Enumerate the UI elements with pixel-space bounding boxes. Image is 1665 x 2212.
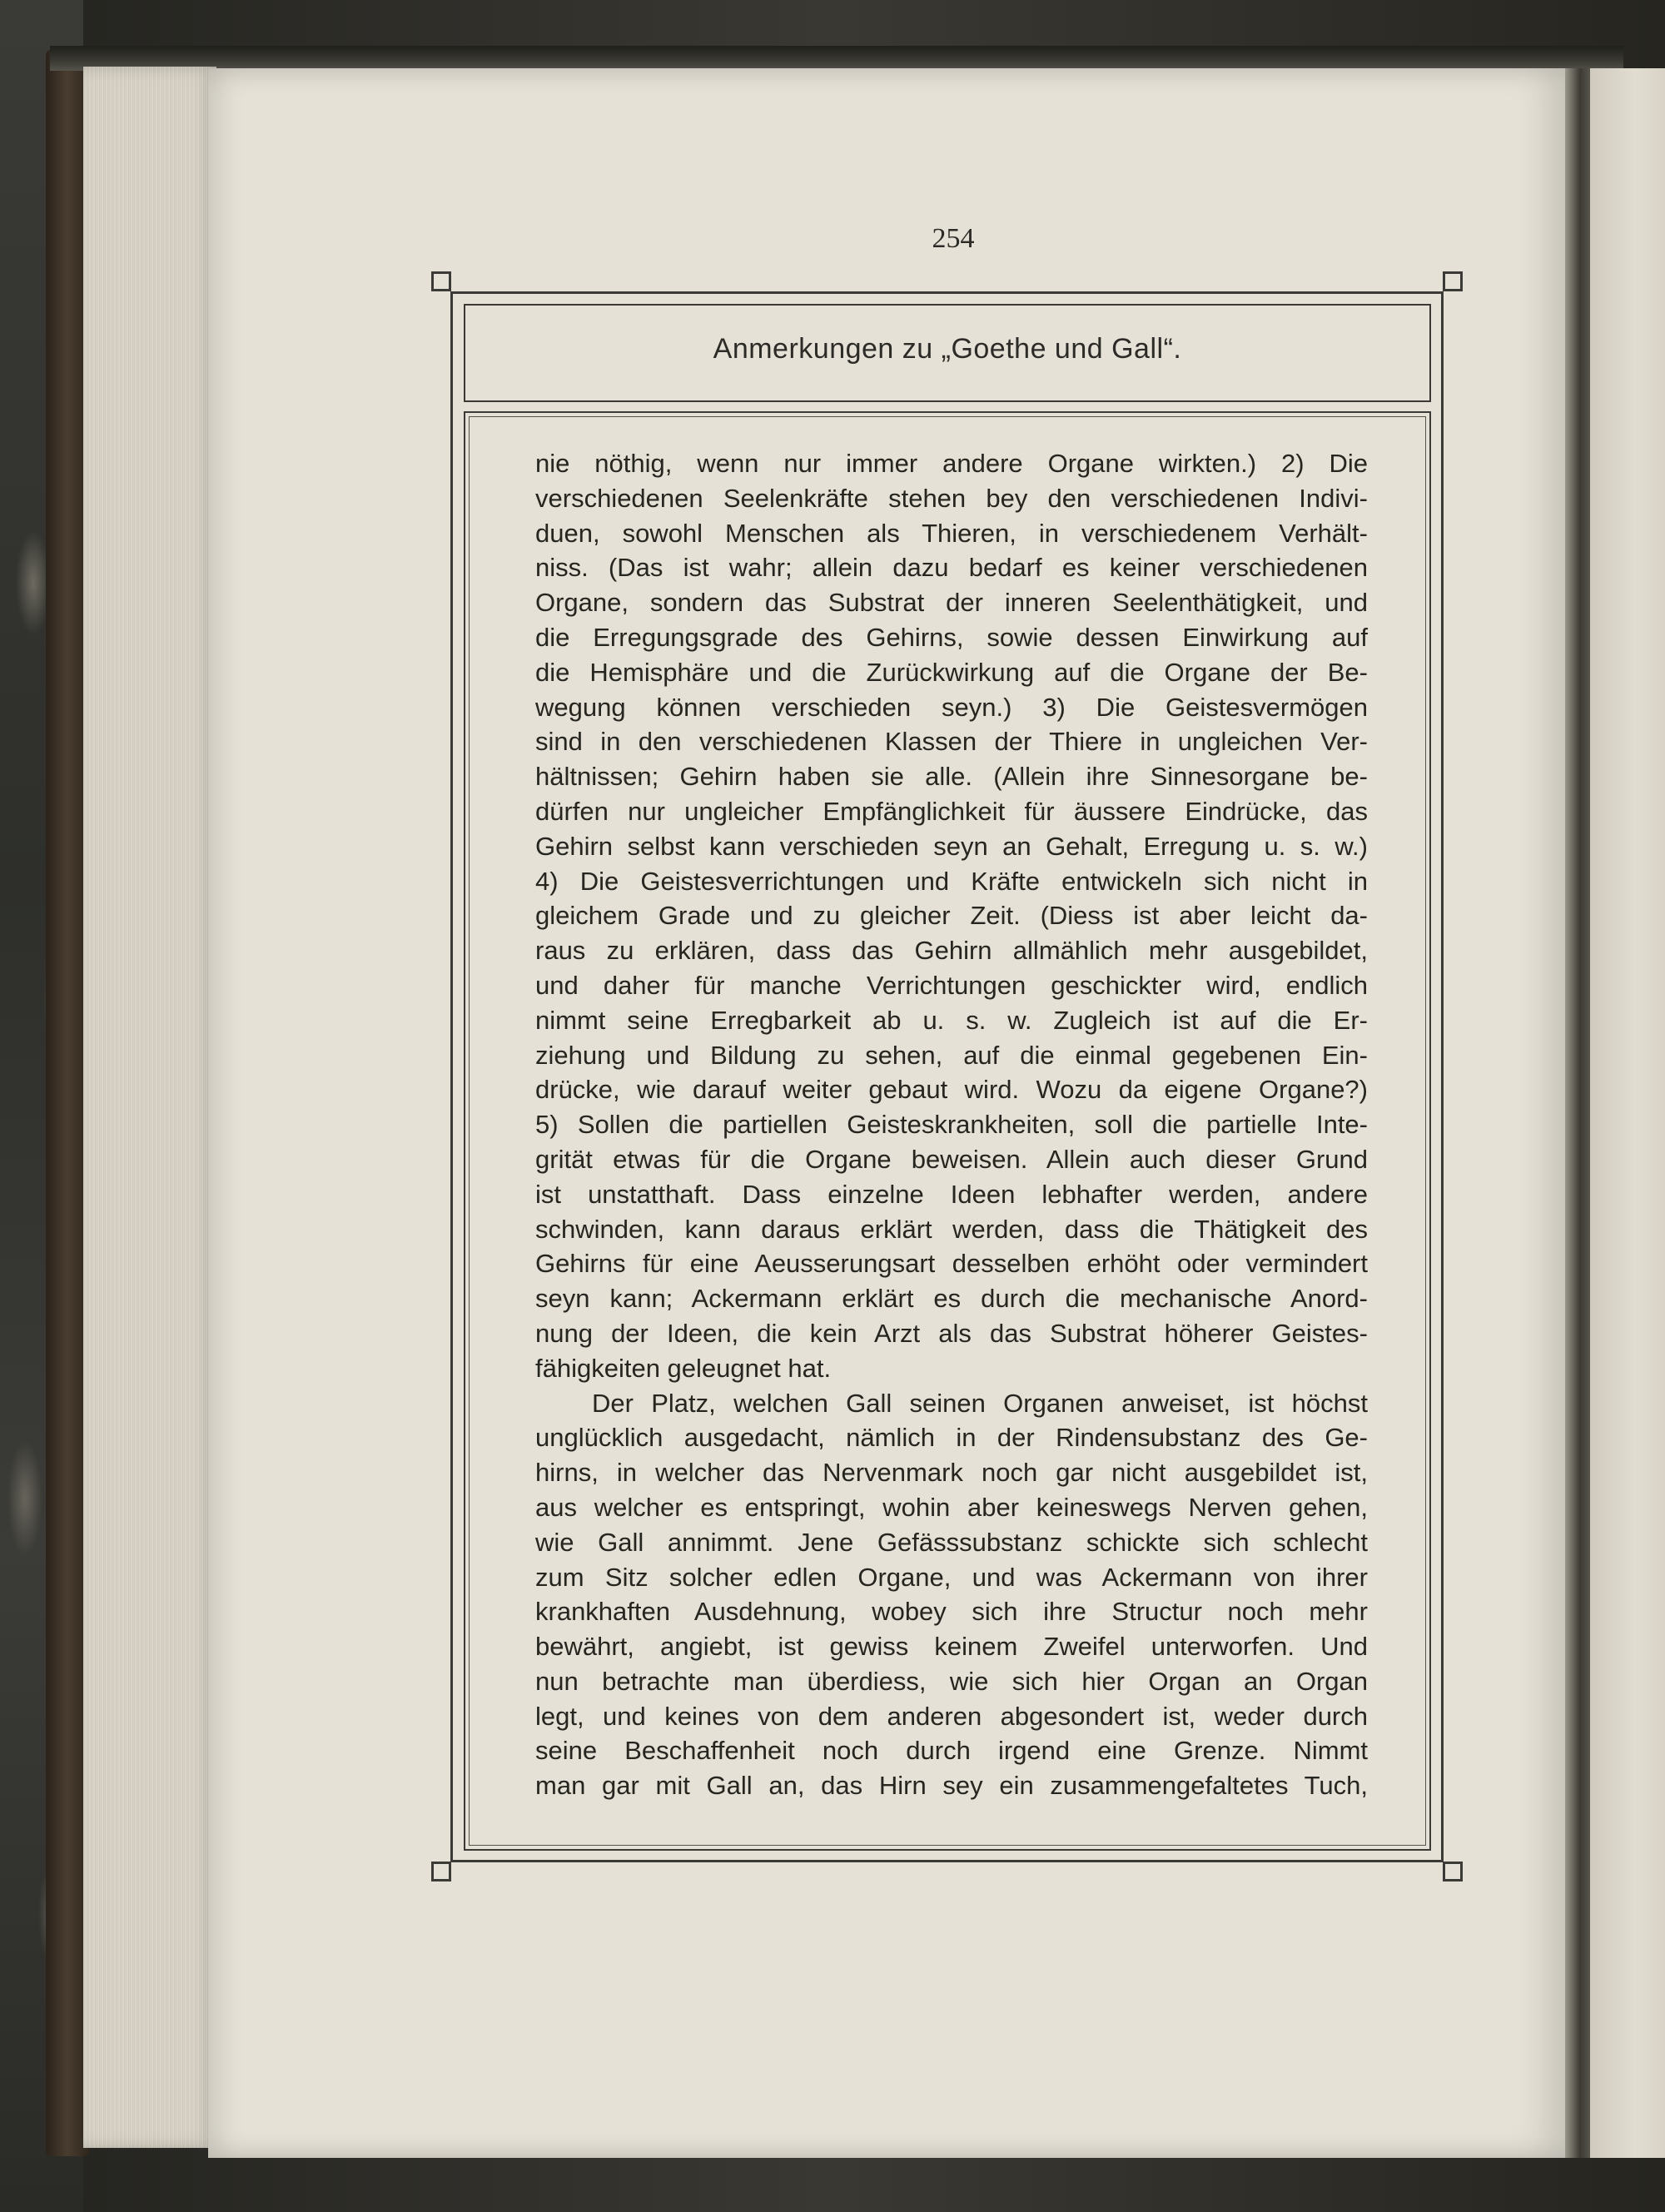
text-line: die Erregungsgrade des Gehirns, sowie dessen Einwirkung auf [535, 622, 1368, 652]
text-line: drücke, wie darauf weiter gebaut wird. Wozu da eigene Organe?) [535, 1075, 1368, 1105]
book-top-edge [50, 46, 1623, 71]
text-line: hältnissen; Gehirn haben sie alle. (Allein ihre Sinnesorgane be- [535, 762, 1368, 792]
facing-page-edge [1590, 68, 1665, 2158]
text-line: verschiedenen Seelenkräfte stehen bey den verschiedenen Indivi- [535, 483, 1368, 513]
text-line: Der Platz, welchen Gall seinen Organen anweiset, ist höchst [592, 1388, 1368, 1418]
text-line: ziehung und Bildung zu sehen, auf die einmal gegebenen Ein- [535, 1040, 1368, 1070]
page-stack-fore-edge [83, 67, 216, 2148]
text-line: unglücklich ausgedacht, nämlich in der Rindensubstanz des Ge- [535, 1423, 1368, 1453]
text-line: gleichem Grade und zu gleicher Zeit. (Diess ist aber leicht da- [535, 901, 1368, 931]
text-line: hirns, in welcher das Nervenmark noch gar nicht ausgebildet ist, [535, 1458, 1368, 1488]
text-line: Gehirn selbst kann verschieden seyn an Gehalt, Erregung u. s. w.) [535, 831, 1368, 861]
text-line: nung der Ideen, die kein Arzt als das Substrat höherer Geistes- [535, 1318, 1368, 1348]
text-line: sind in den verschiedenen Klassen der Thiere in ungleichen Ver- [535, 727, 1368, 757]
text-line: fähigkeiten geleugnet hat. [535, 1353, 832, 1383]
text-line: nimmt seine Erregbarkeit ab u. s. w. Zugleich ist auf die Er- [535, 1005, 1368, 1035]
frame-corner-top-left [431, 271, 451, 291]
text-line: grität etwas für die Organe beweisen. Allein auch dieser Grund [535, 1144, 1368, 1174]
body-text [535, 446, 1368, 1803]
text-line: duen, sowohl Menschen als Thieren, in verschiedenem Verhält- [535, 518, 1368, 548]
text-line: Gehirns für eine Aeusserungsart desselben erhöht oder vermindert [535, 1249, 1368, 1279]
text-line: dürfen nur ungleicher Empfänglichkeit für äussere Eindrücke, das [535, 796, 1368, 826]
text-line: niss. (Das ist wahr; allein dazu bedarf es keiner verschiedenen [535, 553, 1368, 583]
text-line: und daher für manche Verrichtungen geschickter wird, endlich [535, 970, 1368, 1000]
text-line: aus welcher es entspringt, wohin aber keineswegs Nerven gehen, [535, 1492, 1368, 1522]
text-line: legt, und keines von dem anderen abgesondert ist, weder durch [535, 1701, 1368, 1731]
frame-corner-top-right [1443, 271, 1463, 291]
text-line: schwinden, kann daraus erklärt werden, dass die Thätigkeit des [535, 1214, 1368, 1244]
text-line: raus zu erklären, dass das Gehirn allmählich mehr ausgebildet, [535, 936, 1368, 966]
text-line: wie Gall annimmt. Jene Gefässsubstanz schickte sich schlecht [535, 1527, 1368, 1557]
text-line: seine Beschaffenheit noch durch irgend eine Grenze. Nimmt [535, 1736, 1368, 1766]
text-line: nie nöthig, wenn nur immer andere Organe wirkten.) 2) Die [535, 449, 1368, 478]
text-line: ist unstatthaft. Dass einzelne Ideen lebhafter werden, andere [535, 1179, 1368, 1209]
text-line: krankhaften Ausdehnung, wobey sich ihre Structur noch mehr [535, 1597, 1368, 1627]
text-line: zum Sitz solcher edlen Organe, und was Ackermann von ihrer [535, 1562, 1368, 1592]
text-line: man gar mit Gall an, das Hirn sey ein zusammengefaltetes Tuch, [535, 1771, 1368, 1801]
text-line: 5) Sollen die partiellen Geisteskrankheiten, soll die partielle Inte- [535, 1110, 1368, 1140]
running-head: Anmerkungen zu „Goethe und Gall“. [713, 333, 1182, 365]
text-line: bewährt, angiebt, ist gewiss keinem Zweifel unterworfen. Und [535, 1632, 1368, 1662]
text-line: wegung können verschieden seyn.) 3) Die Geistesvermögen [535, 692, 1368, 722]
book-gutter [1565, 68, 1590, 2158]
text-line: nun betrachte man überdiess, wie sich hier Organ an Organ [535, 1666, 1368, 1696]
text-line: die Hemisphäre und die Zurückwirkung auf die Organe der Be- [535, 657, 1368, 687]
page-number: 254 [932, 223, 975, 254]
text-line: 4) Die Geistesverrichtungen und Kräfte entwickeln sich nicht in [535, 866, 1368, 896]
frame-corner-bottom-left [431, 1862, 451, 1881]
text-line: Organe, sondern das Substrat der inneren Seelenthätigkeit, und [535, 588, 1368, 618]
frame-corner-bottom-right [1443, 1862, 1463, 1881]
text-line: seyn kann; Ackermann erklärt es durch die mechanische Anord- [535, 1284, 1368, 1314]
